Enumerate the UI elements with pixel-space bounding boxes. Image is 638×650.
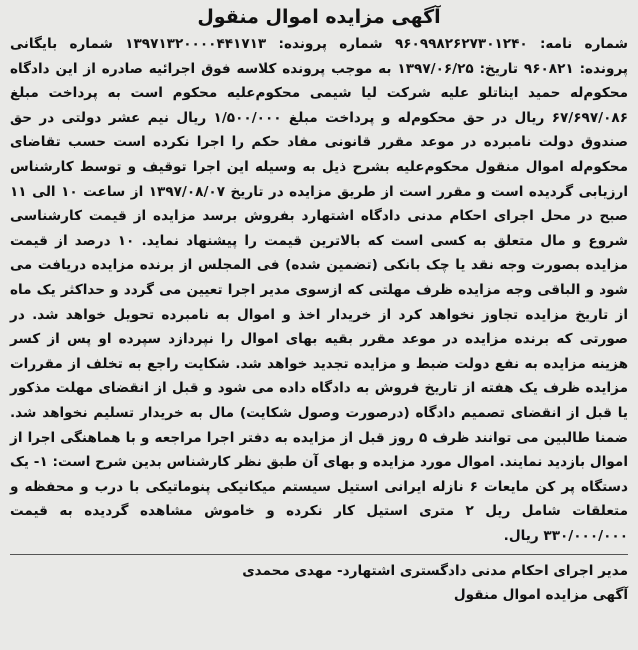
notice-body: شماره نامه: ۹۶۰۹۹۸۲۶۲۷۳۰۱۲۴۰ شماره پرونده: ۱۳۹۷۱۳۲۰۰۰۰۴۴۱۷۱۳ شماره بایگانی پرونده: ۹۶۰۸۲۱ تاریخ: ۱۳۹۷/۰۶/۲۵ به موجب پرونده کلاسه فوق اجرائیه صادره از این دادگاه محکوم‌له حمید ایناتلو علیه شرکت لیا شیمی محکوم‌علیه محکوم است به پرداخت مبلغ ۶۷/۶۹۷/۰۸۶ ریال در حق محکوم‌له و پرداخت مبلغ ۱/۵۰۰/۰۰۰ ریال نیم عشر دولتی در حق صندوق دولت نامبرده در موعد مقرر قانونی مفاد حکم را اجرا نکرده است حسب تقاضای محکوم‌له اموال منقول محکوم‌علیه بشرح ذیل به وسیله این اجرا توقیف و توسط کارشناس ارزیابی گردیده است و مقرر است از طریق مزایده در تاریخ ۱۳۹۷/۰۸/۰۷ از ساعت ۱۰ الی ۱۱ صبح در محل اجرای احکام مدنی دادگاه اشتهارد بفروش برسد مزایده از قیمت کارشناسی شروع و مال متعلق به کسی است که بالاترین قیمت را پیشنهاد نماید. ۱۰ درصد از قیمت مزایده بصورت وجه نقد یا چک بانکی (تضمین شده) فی المجلس از برنده مزایده دریافت می شود و الباقی وجه مزایده ظرف مهلتی که ازسوی مدیر اجرا تعیین می گردد و حداکثر یک ماه از تاریخ مزایده تجاوز نخواهد کرد از خریدار اخذ و اموال به نامبرده تحویل خواهد شد. در صورتی که برنده مزایده در موعد مقرر بقیه بهای اموال را نپردازد سپرده او پس از کسر هزینه مزایده به نفع دولت ضبط و مزایده تجدید خواهد شد. شکایت راجع به تخلف از مقررات مزایده ظرف یک هفته از تاریخ فروش به دادگاه داده می شود و قبل از انقضای مهلت مذکور یا قبل از انقضای تصمیم دادگاه (درصورت وصول شکایت) مال به خریدار تسلیم نخواهد شد. ضمنا طالبین می توانند ظرف ۵ روز قبل از مزایده به دفتر اجرا مراجعه و با هماهنگی اجرا از اموال بازدید نمایند. اموال مورد مزایده و بهای آن طبق نظر کارشناس بدین شرح است: ۱- یک دستگاه پر کن مایعات ۶ نازله ایرانی استیل سیستم میکانیکی پنوماتیکی با درب و محفظه و متعلقات شامل ریل ۲ متری استیل کار نکرده و خاموش مشاهده گردیده به قیمت ۳۳۰/۰۰۰/۰۰۰ ریال. <box>10 36 629 544</box>
notice-signature: مدیر اجرای احکام مدنی دادگستری اشتهارد- مهدی محمدی <box>242 563 628 580</box>
next-notice-title-cut: آگهی مزایده اموال منقول <box>453 587 628 604</box>
divider <box>10 554 628 555</box>
notice-title: آگهی مزایده اموال منقول <box>197 6 441 28</box>
